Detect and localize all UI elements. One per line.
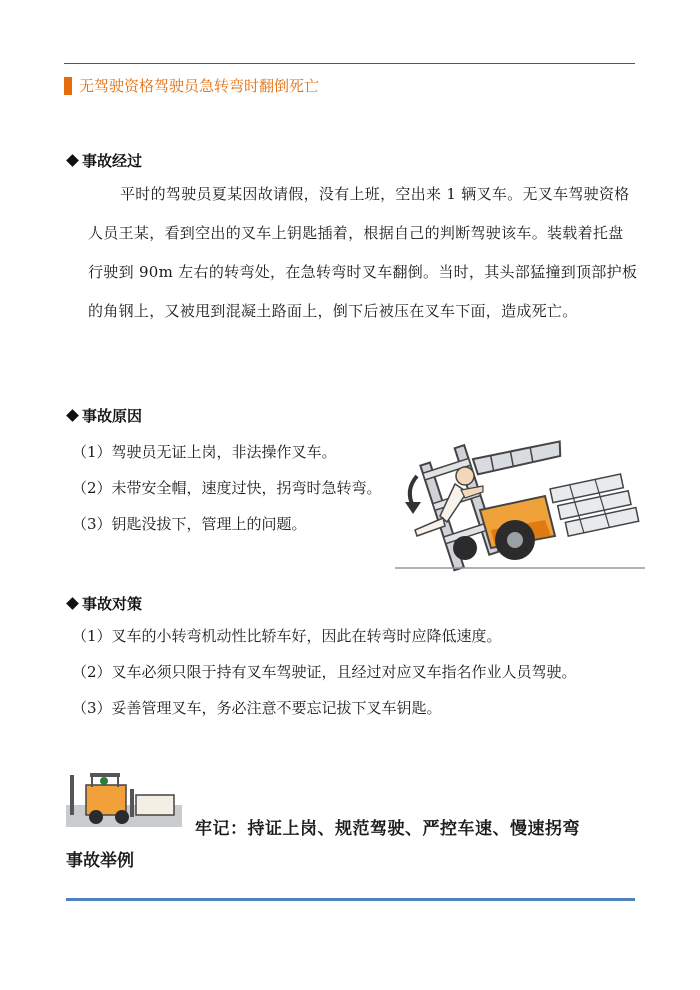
diamond-bullet-icon xyxy=(66,409,79,422)
accident-causes-heading xyxy=(66,405,142,426)
accident-process-text: 平时的驾驶员夏某因故请假，没有上班，空出来 1 辆叉车。无叉车驾驶资格人员王某，看到空出的叉车上钥匙插着，根据自己的判断驾驶该车。装载着托盘行驶到 90m 左右的转弯处，在急转弯时叉车翻倒。当时，其头部猛撞到顶部护板的角钢上，又被甩到混凝土路面上，倒下后被压在叉车下面，造成死亡。 xyxy=(88,185,638,320)
title-marker xyxy=(64,77,72,95)
list-item: （1）驾驶员无证上岗，非法操作叉车。 xyxy=(72,443,337,461)
heading-text: 事故对策 xyxy=(82,595,143,613)
accident-process-heading xyxy=(66,150,142,171)
list-item: （3）妥善管理叉车，务必注意不要忘记拔下叉车钥匙。 xyxy=(72,699,442,717)
heading-text: 事故经过 xyxy=(82,152,143,170)
heading-text: 事故原因 xyxy=(82,407,143,425)
list-item: （2）未带安全帽，速度过快，拐弯时急转弯。 xyxy=(72,479,382,497)
diamond-bullet-icon xyxy=(66,154,79,167)
countermeasures-heading xyxy=(66,593,142,614)
section-title xyxy=(64,75,319,96)
forklift-icon xyxy=(66,765,182,831)
forklift-overturn-illustration xyxy=(395,418,645,578)
safety-slogan: 牢记：持证上岗、规范驾驶、严控车速、慢速拐弯 xyxy=(195,819,580,839)
bottom-divider xyxy=(66,898,635,901)
list-item: （1）叉车的小转弯机动性比轿车好，因此在转弯时应降低速度。 xyxy=(72,627,502,645)
page-title: 无驾驶资格驾驶员急转弯时翻倒死亡 xyxy=(79,77,320,95)
accident-causes-list xyxy=(72,434,382,542)
list-item: （2）叉车必须只限于持有叉车驾驶证，且经过对应叉车指名作业人员驾驶。 xyxy=(72,663,577,681)
diamond-bullet-icon xyxy=(66,597,79,610)
accident-example-label: 事故举例 xyxy=(66,851,134,871)
top-divider xyxy=(64,63,635,64)
list-item: （3）钥匙没拔下，管理上的问题。 xyxy=(72,515,307,533)
countermeasures-list xyxy=(72,618,577,726)
